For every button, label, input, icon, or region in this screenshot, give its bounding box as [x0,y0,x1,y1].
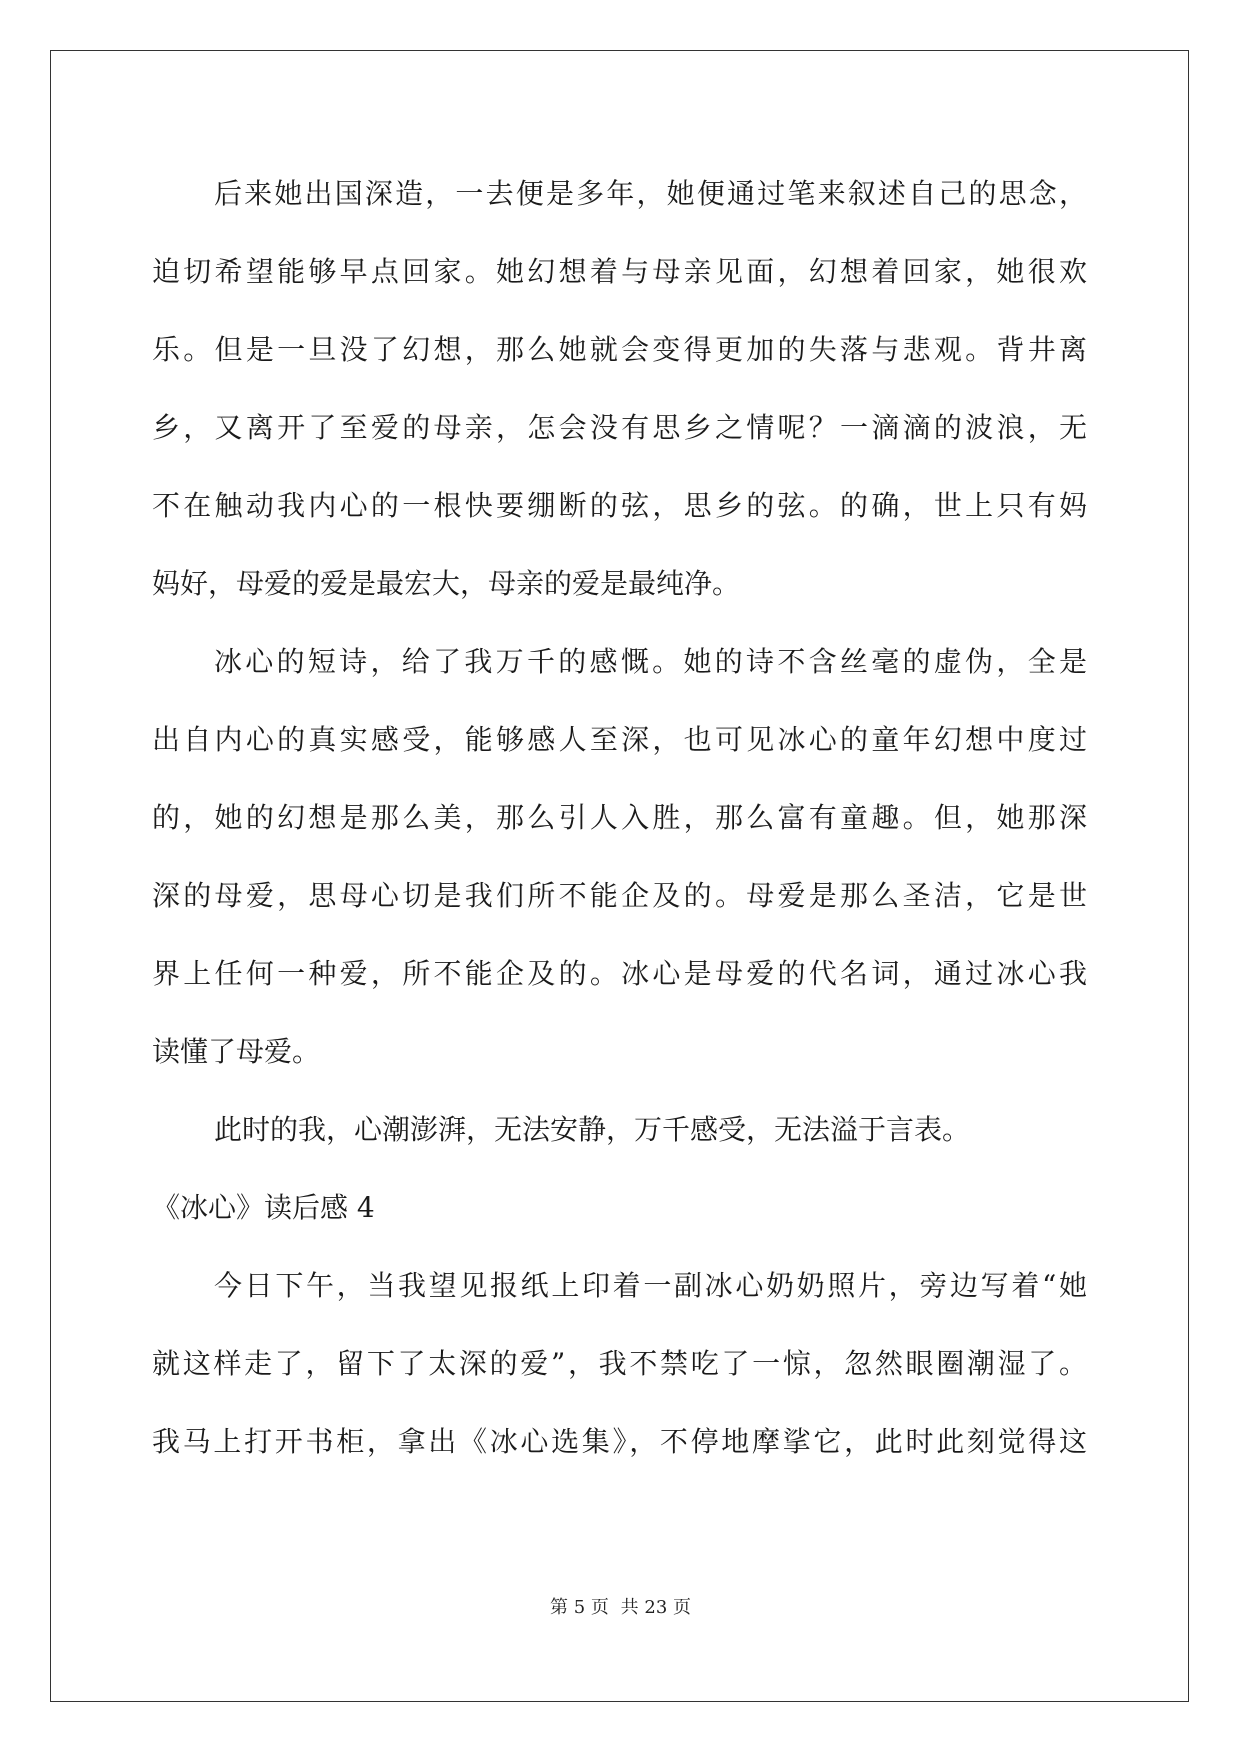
text-line: 冰心的短诗，给了我万千的感慨。她的诗不含丝毫的虚伪，全是 [214,645,1087,678]
text-line: 就这样走了，留下了太深的爱”，我不禁吃了一惊，忽然眼圈潮湿了。 [152,1347,1087,1380]
text-line: 界上任何一种爱，所不能企及的。冰心是母爱的代名词，通过冰心我 [152,957,1087,990]
text-line: 此时的我，心潮澎湃，无法安静，万千感受，无法溢于言表。 [214,1113,971,1146]
paragraph-block-1 [152,155,1087,1169]
page-total: 共 23 页 [620,1597,691,1618]
text-line: 深的母爱，思母心切是我们所不能企及的。母爱是那么圣洁，它是世 [152,879,1087,912]
text-line: 读懂了母爱。 [152,1035,321,1068]
paragraph-block-2 [152,1247,1087,1481]
text-line: 后来她出国深造，一去便是多年，她便通过笔来叙述自己的思念， [214,177,1087,210]
page-footer [0,1593,1241,1619]
document-body [152,155,1087,1481]
section-heading: 《冰心》读后感 4 [152,1191,375,1224]
text-line: 妈好，母爱的爱是最宏大，母亲的爱是最纯净。 [152,567,741,600]
text-line: 不在触动我内心的一根快要绷断的弦，思乡的弦。的确，世上只有妈 [152,489,1087,522]
text-line: 迫切希望能够早点回家。她幻想着与母亲见面，幻想着回家，她很欢 [152,255,1087,288]
page-number: 第 5 页 [550,1597,609,1618]
text-line: 乡，又离开了至爱的母亲，怎会没有思乡之情呢？一滴滴的波浪，无 [152,411,1087,444]
text-line: 出自内心的真实感受，能够感人至深，也可见冰心的童年幻想中度过 [152,723,1087,756]
text-line: 乐。但是一旦没了幻想，那么她就会变得更加的失落与悲观。背井离 [152,333,1087,366]
text-line: 的，她的幻想是那么美，那么引人入胜，那么富有童趣。但，她那深 [152,801,1087,834]
text-line: 今日下午，当我望见报纸上印着一副冰心奶奶照片，旁边写着“她 [214,1269,1087,1302]
text-line: 我马上打开书柜，拿出《冰心选集》，不停地摩挲它，此时此刻觉得这 [152,1425,1087,1458]
